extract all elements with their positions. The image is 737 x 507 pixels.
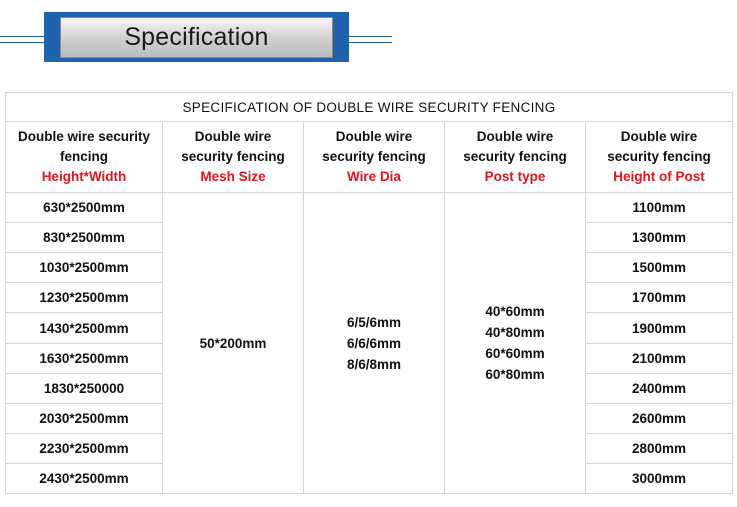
header-highlight: Post type — [484, 169, 546, 185]
post-height-cell: 3000mm — [586, 463, 733, 493]
table-title: SPECIFICATION OF DOUBLE WIRE SECURITY FENCING — [6, 93, 733, 122]
header-post-type — [445, 122, 586, 193]
header-line: Double wire — [476, 129, 554, 145]
header-line: Double wire — [194, 129, 272, 145]
header-mesh-size — [163, 122, 304, 193]
post-height-cell: 1100mm — [586, 193, 733, 223]
post-height-cell: 1300mm — [586, 223, 733, 253]
header-line: Double wire — [335, 129, 413, 145]
wire-dia-value: 6/6/6mm — [346, 335, 402, 351]
post-type-cell — [445, 193, 586, 494]
header-line: security fencing — [181, 149, 285, 165]
table-title-row — [6, 93, 733, 122]
mesh-size-cell: 50*200mm — [163, 193, 304, 494]
height-width-cell: 1430*2500mm — [6, 313, 163, 343]
wire-dia-value: 6/5/6mm — [346, 314, 402, 330]
wire-dia-cell — [304, 193, 445, 494]
header-height-of-post — [586, 122, 733, 193]
post-height-cell: 2400mm — [586, 373, 733, 403]
banner-title: Specification — [124, 23, 269, 51]
specification-table — [5, 92, 733, 494]
post-height-cell: 2100mm — [586, 343, 733, 373]
header-line: Double wire — [620, 129, 698, 145]
post-type-value: 60*80mm — [485, 367, 545, 383]
height-width-cell: 1630*2500mm — [6, 343, 163, 373]
header-highlight: Wire Dia — [347, 169, 401, 185]
post-height-cell: 2800mm — [586, 433, 733, 463]
header-line: security fencing — [322, 149, 426, 165]
post-type-value: 60*60mm — [485, 346, 545, 362]
post-type-value: 40*80mm — [485, 325, 545, 341]
height-width-cell: 1030*2500mm — [6, 253, 163, 283]
post-height-cell: 1700mm — [586, 283, 733, 313]
header-highlight: Mesh Size — [200, 169, 266, 185]
post-height-cell: 1900mm — [586, 313, 733, 343]
height-width-cell: 630*2500mm — [6, 193, 163, 223]
banner-plate — [60, 17, 333, 58]
header-wire-dia — [304, 122, 445, 193]
post-height-cell: 2600mm — [586, 403, 733, 433]
height-width-cell: 2430*2500mm — [6, 463, 163, 493]
header-line: fencing — [59, 149, 108, 165]
post-type-value: 40*60mm — [485, 304, 545, 320]
header-line: security fencing — [607, 149, 711, 165]
table-row — [6, 193, 733, 223]
wire-dia-value: 8/6/8mm — [346, 356, 402, 372]
post-height-cell: 1500mm — [586, 253, 733, 283]
table-header-row — [6, 122, 733, 193]
header-line: Double wire security — [17, 129, 151, 145]
height-width-cell: 830*2500mm — [6, 223, 163, 253]
height-width-cell: 2030*2500mm — [6, 403, 163, 433]
height-width-cell: 2230*2500mm — [6, 433, 163, 463]
height-width-cell: 1830*250000 — [6, 373, 163, 403]
height-width-cell: 1230*2500mm — [6, 283, 163, 313]
header-highlight: Height of Post — [613, 169, 705, 185]
header-line: security fencing — [463, 149, 567, 165]
header-highlight: Height*Width — [41, 169, 127, 185]
header-height-width — [6, 122, 163, 193]
